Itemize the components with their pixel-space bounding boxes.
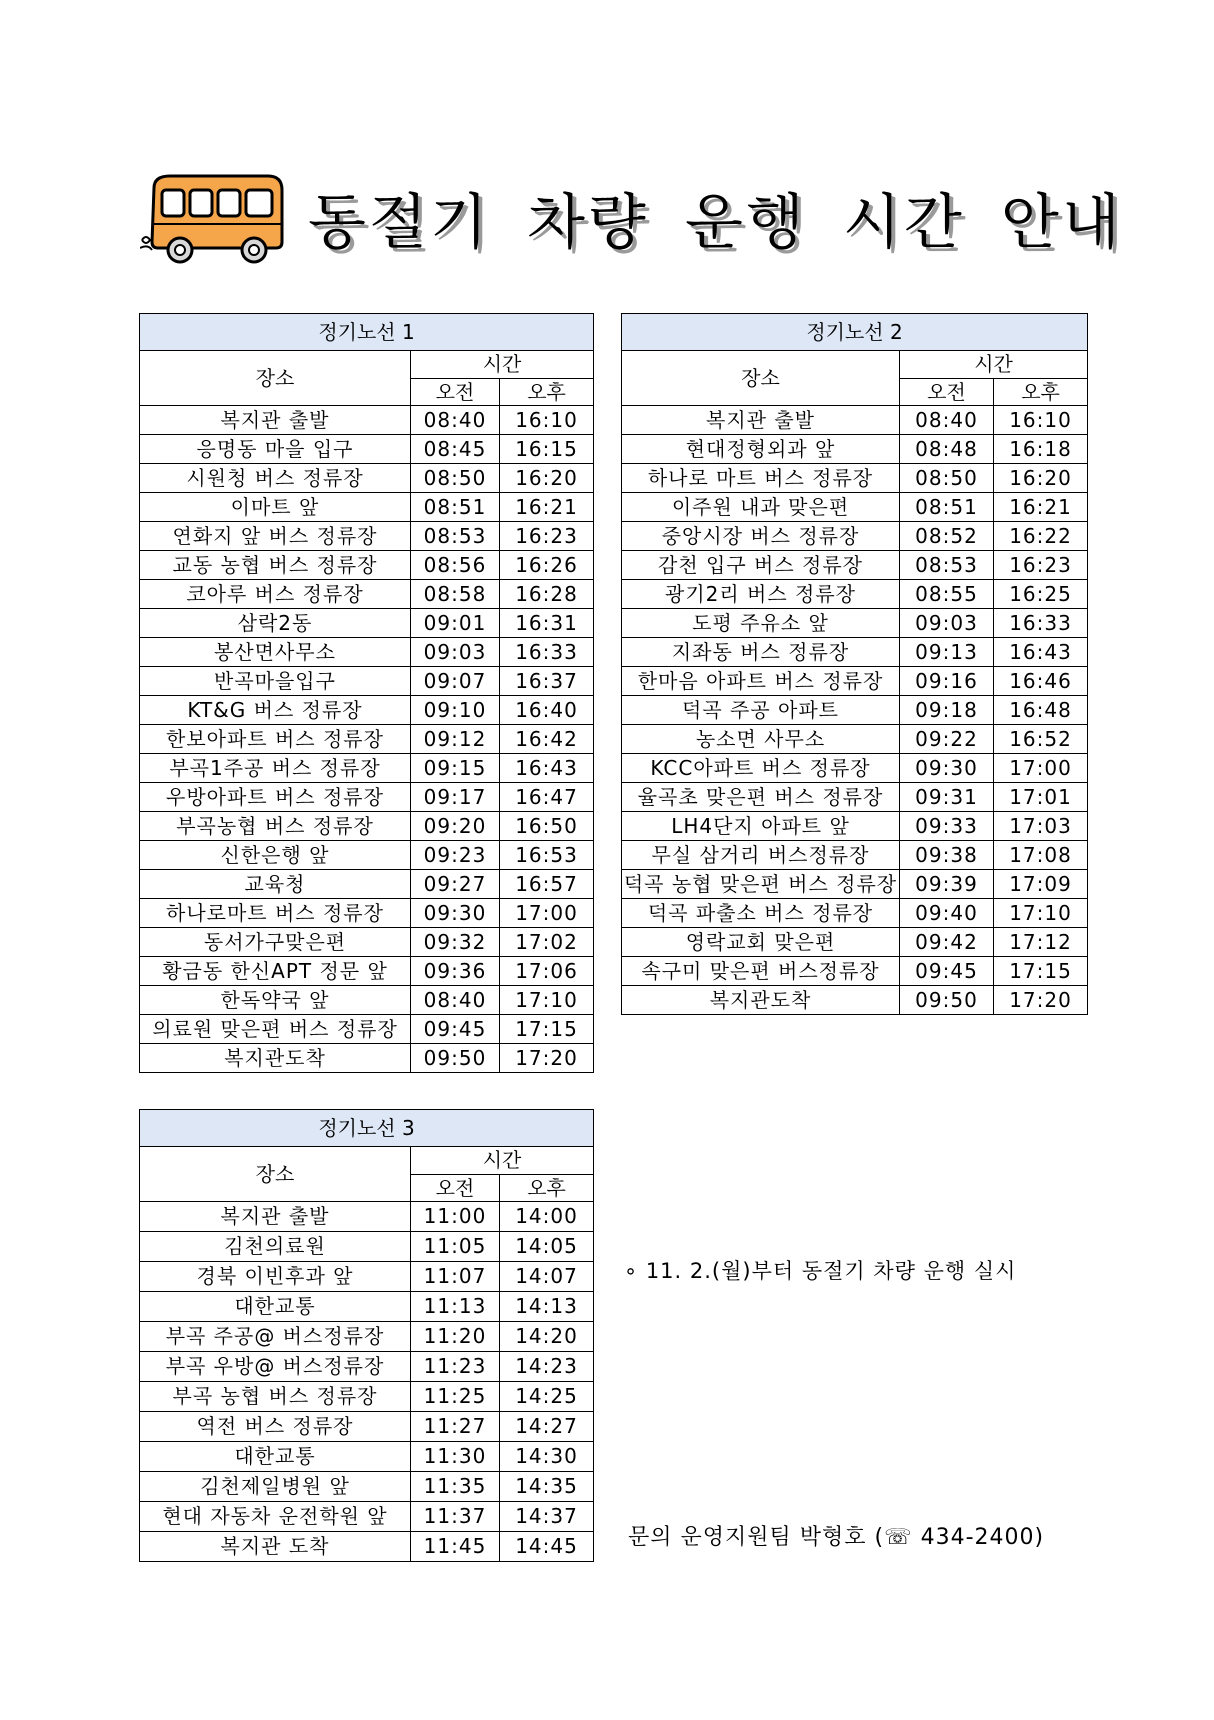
stop-name: 역전 버스 정류장	[140, 1412, 411, 1442]
stop-name: 덕곡 농협 맞은편 버스 정류장	[622, 870, 900, 899]
am-time: 09:30	[411, 899, 500, 928]
table-row	[140, 1292, 594, 1322]
pm-time: 16:15	[500, 435, 594, 464]
pm-time: 16:52	[994, 725, 1088, 754]
am-time: 09:13	[900, 638, 994, 667]
pm-time: 14:45	[500, 1532, 594, 1562]
table-row	[140, 1412, 594, 1442]
stop-name: 현대정형외과 앞	[622, 435, 900, 464]
place-header: 장소	[622, 351, 900, 406]
pm-time: 16:43	[500, 754, 594, 783]
am-time: 09:07	[411, 667, 500, 696]
table-row	[140, 1232, 594, 1262]
am-time: 09:33	[900, 812, 994, 841]
table-row	[140, 1202, 594, 1232]
table-row	[622, 580, 1088, 609]
stop-name: 신한은행 앞	[140, 841, 411, 870]
table-row	[140, 696, 594, 725]
table-row	[140, 986, 594, 1015]
pm-time: 14:30	[500, 1442, 594, 1472]
table-row	[140, 783, 594, 812]
stop-name: 김천제일병원 앞	[140, 1472, 411, 1502]
stop-name: 복지관 출발	[140, 406, 411, 435]
pm-time: 17:10	[994, 899, 1088, 928]
table-row	[622, 406, 1088, 435]
am-time: 09:50	[900, 986, 994, 1015]
table-row	[140, 580, 594, 609]
pm-time: 14:20	[500, 1322, 594, 1352]
table-row	[622, 522, 1088, 551]
am-time: 08:55	[900, 580, 994, 609]
place-header: 장소	[140, 1147, 411, 1202]
pm-time: 16:40	[500, 696, 594, 725]
table-row	[140, 870, 594, 899]
table-row	[622, 609, 1088, 638]
pm-time: 16:26	[500, 551, 594, 580]
table-row	[140, 725, 594, 754]
stop-name: 도평 주유소 앞	[622, 609, 900, 638]
am-header: 오전	[900, 378, 994, 406]
table-row	[622, 986, 1088, 1015]
stop-name: 의료원 맞은편 버스 정류장	[140, 1015, 411, 1044]
pm-time: 16:46	[994, 667, 1088, 696]
pm-time: 17:03	[994, 812, 1088, 841]
am-time: 08:45	[411, 435, 500, 464]
am-time: 09:42	[900, 928, 994, 957]
pm-time: 16:48	[994, 696, 1088, 725]
stop-name: 영락교회 맞은편	[622, 928, 900, 957]
table-row	[622, 725, 1088, 754]
pm-time: 17:09	[994, 870, 1088, 899]
am-header: 오전	[411, 378, 500, 406]
pm-time: 17:15	[500, 1015, 594, 1044]
table-row	[140, 1382, 594, 1412]
schedule-notice: ∘ 11. 2.(월)부터 동절기 차량 운행 실시	[624, 1259, 1017, 1283]
stop-name: 율곡초 맞은편 버스 정류장	[622, 783, 900, 812]
stop-name: 이주원 내과 맞은편	[622, 493, 900, 522]
pm-header: 오후	[500, 1174, 594, 1202]
am-time: 11:37	[411, 1502, 500, 1532]
stop-name: 복지관 출발	[140, 1202, 411, 1232]
table-row	[622, 870, 1088, 899]
pm-time: 16:18	[994, 435, 1088, 464]
am-time: 09:50	[411, 1044, 500, 1073]
pm-time: 16:10	[500, 406, 594, 435]
stop-name: 하나로마트 버스 정류장	[140, 899, 411, 928]
place-header: 장소	[140, 351, 411, 406]
stop-name: LH4단지 아파트 앞	[622, 812, 900, 841]
am-time: 08:51	[900, 493, 994, 522]
route-title: 정기노선 2	[622, 314, 1088, 351]
pm-time: 16:33	[994, 609, 1088, 638]
table-row	[622, 551, 1088, 580]
table-row	[622, 754, 1088, 783]
stop-name: 교동 농협 버스 정류장	[140, 551, 411, 580]
table-row	[622, 957, 1088, 986]
am-time: 09:30	[900, 754, 994, 783]
am-time: 08:50	[900, 464, 994, 493]
stop-name: 덕곡 주공 아파트	[622, 696, 900, 725]
route-2-table	[621, 313, 1088, 1015]
am-time: 09:27	[411, 870, 500, 899]
pm-time: 16:42	[500, 725, 594, 754]
page-title: 동절기 차량 운행 시간 안내	[308, 188, 1123, 258]
route-title: 정기노선 3	[140, 1110, 594, 1147]
pm-time: 14:37	[500, 1502, 594, 1532]
am-time: 09:15	[411, 754, 500, 783]
time-header: 시간	[411, 1147, 594, 1175]
table-row	[140, 464, 594, 493]
pm-time: 16:33	[500, 638, 594, 667]
table-row	[140, 1532, 594, 1562]
am-time: 09:38	[900, 841, 994, 870]
stop-name: 속구미 맞은편 버스정류장	[622, 957, 900, 986]
table-row	[140, 1015, 594, 1044]
table-row	[140, 1442, 594, 1472]
stop-name: 황금동 한신APT 정문 앞	[140, 957, 411, 986]
am-time: 09:39	[900, 870, 994, 899]
am-time: 11:25	[411, 1382, 500, 1412]
pm-time: 16:28	[500, 580, 594, 609]
pm-time: 17:01	[994, 783, 1088, 812]
stop-name: 삼락2동	[140, 609, 411, 638]
stop-name: 덕곡 파출소 버스 정류장	[622, 899, 900, 928]
title-area	[140, 168, 1123, 268]
stop-name: 동서가구맞은편	[140, 928, 411, 957]
table-row	[140, 1502, 594, 1532]
pm-time: 14:13	[500, 1292, 594, 1322]
stop-name: 연화지 앞 버스 정류장	[140, 522, 411, 551]
stop-name: 감천 입구 버스 정류장	[622, 551, 900, 580]
pm-time: 17:20	[994, 986, 1088, 1015]
stop-name: 봉산면사무소	[140, 638, 411, 667]
stop-name: 응명동 마을 입구	[140, 435, 411, 464]
pm-time: 16:53	[500, 841, 594, 870]
table-row	[140, 754, 594, 783]
stop-name: 김천의료원	[140, 1232, 411, 1262]
am-time: 11:05	[411, 1232, 500, 1262]
table-row	[140, 812, 594, 841]
am-time: 09:03	[411, 638, 500, 667]
stop-name: 대한교통	[140, 1292, 411, 1322]
table-row	[622, 667, 1088, 696]
table-row	[140, 899, 594, 928]
stop-name: 한보아파트 버스 정류장	[140, 725, 411, 754]
am-time: 11:30	[411, 1442, 500, 1472]
stop-name: 복지관도착	[622, 986, 900, 1015]
pm-time: 14:00	[500, 1202, 594, 1232]
stop-name: 부곡1주공 버스 정류장	[140, 754, 411, 783]
pm-time: 16:25	[994, 580, 1088, 609]
route-title: 정기노선 1	[140, 314, 594, 351]
am-time: 11:13	[411, 1292, 500, 1322]
stop-name: 시원청 버스 정류장	[140, 464, 411, 493]
am-time: 08:58	[411, 580, 500, 609]
am-time: 11:00	[411, 1202, 500, 1232]
stop-name: 한독약국 앞	[140, 986, 411, 1015]
am-time: 11:35	[411, 1472, 500, 1502]
table-row	[622, 928, 1088, 957]
stop-name: 교육청	[140, 870, 411, 899]
table-row	[622, 435, 1088, 464]
route-1-table	[139, 313, 594, 1073]
am-time: 08:40	[411, 406, 500, 435]
table-row	[140, 638, 594, 667]
stop-name: 부곡 우방@ 버스정류장	[140, 1352, 411, 1382]
pm-time: 17:12	[994, 928, 1088, 957]
table-row	[140, 841, 594, 870]
am-time: 08:48	[900, 435, 994, 464]
stop-name: 코아루 버스 정류장	[140, 580, 411, 609]
am-time: 09:20	[411, 812, 500, 841]
am-time: 08:53	[900, 551, 994, 580]
pm-time: 17:02	[500, 928, 594, 957]
table-row	[622, 783, 1088, 812]
table-row	[140, 551, 594, 580]
am-time: 08:50	[411, 464, 500, 493]
am-time: 09:03	[900, 609, 994, 638]
time-header: 시간	[411, 351, 594, 379]
pm-time: 16:21	[994, 493, 1088, 522]
table-row	[622, 812, 1088, 841]
stop-name: 농소면 사무소	[622, 725, 900, 754]
stop-name: 부곡농협 버스 정류장	[140, 812, 411, 841]
pm-time: 16:37	[500, 667, 594, 696]
table-row	[140, 1322, 594, 1352]
am-time: 09:10	[411, 696, 500, 725]
stop-name: 반곡마을입구	[140, 667, 411, 696]
table-row	[140, 406, 594, 435]
stop-name: 무실 삼거리 버스정류장	[622, 841, 900, 870]
stop-name: 현대 자동차 운전학원 앞	[140, 1502, 411, 1532]
am-time: 09:31	[900, 783, 994, 812]
am-time: 09:12	[411, 725, 500, 754]
pm-time: 17:10	[500, 986, 594, 1015]
am-time: 11:20	[411, 1322, 500, 1352]
table-row	[622, 493, 1088, 522]
stop-name: 지좌동 버스 정류장	[622, 638, 900, 667]
pm-time: 16:23	[500, 522, 594, 551]
time-header: 시간	[900, 351, 1088, 379]
pm-time: 16:10	[994, 406, 1088, 435]
stop-name: 복지관 도착	[140, 1532, 411, 1562]
am-time: 09:01	[411, 609, 500, 638]
pm-time: 17:08	[994, 841, 1088, 870]
am-time: 09:22	[900, 725, 994, 754]
stop-name: KCC아파트 버스 정류장	[622, 754, 900, 783]
table-row	[622, 899, 1088, 928]
stop-name: 부곡 주공@ 버스정류장	[140, 1322, 411, 1352]
am-time: 08:52	[900, 522, 994, 551]
table-row	[140, 1044, 594, 1073]
am-time: 09:45	[411, 1015, 500, 1044]
stop-name: 하나로 마트 버스 정류장	[622, 464, 900, 493]
table-row	[140, 928, 594, 957]
pm-time: 16:20	[500, 464, 594, 493]
table-row	[622, 841, 1088, 870]
pm-time: 16:23	[994, 551, 1088, 580]
am-header: 오전	[411, 1174, 500, 1202]
pm-time: 16:43	[994, 638, 1088, 667]
am-time: 08:56	[411, 551, 500, 580]
am-time: 09:16	[900, 667, 994, 696]
table-row	[622, 638, 1088, 667]
stop-name: 대한교통	[140, 1442, 411, 1472]
am-time: 11:45	[411, 1532, 500, 1562]
am-time: 08:51	[411, 493, 500, 522]
am-time: 09:18	[900, 696, 994, 725]
pm-header: 오후	[994, 378, 1088, 406]
pm-time: 17:15	[994, 957, 1088, 986]
table-row	[140, 493, 594, 522]
pm-time: 17:20	[500, 1044, 594, 1073]
pm-time: 17:00	[994, 754, 1088, 783]
table-row	[140, 1352, 594, 1382]
stop-name: 중앙시장 버스 정류장	[622, 522, 900, 551]
table-row	[140, 435, 594, 464]
pm-time: 14:05	[500, 1232, 594, 1262]
am-time: 09:23	[411, 841, 500, 870]
am-time: 08:40	[900, 406, 994, 435]
table-row	[622, 696, 1088, 725]
am-time: 08:53	[411, 522, 500, 551]
table-row	[140, 522, 594, 551]
table-row	[140, 667, 594, 696]
am-time: 09:36	[411, 957, 500, 986]
bus-icon	[140, 168, 290, 268]
pm-time: 16:50	[500, 812, 594, 841]
stop-name: 우방아파트 버스 정류장	[140, 783, 411, 812]
pm-time: 14:35	[500, 1472, 594, 1502]
pm-time: 16:20	[994, 464, 1088, 493]
am-time: 11:27	[411, 1412, 500, 1442]
stop-name: 경북 이빈후과 앞	[140, 1262, 411, 1292]
pm-time: 17:06	[500, 957, 594, 986]
stop-name: 한마음 아파트 버스 정류장	[622, 667, 900, 696]
pm-time: 16:22	[994, 522, 1088, 551]
pm-header: 오후	[500, 378, 594, 406]
am-time: 09:40	[900, 899, 994, 928]
contact-info: 문의 운영지원팀 박형호 (☏ 434-2400)	[628, 1525, 1045, 1550]
pm-time: 17:00	[500, 899, 594, 928]
pm-time: 16:31	[500, 609, 594, 638]
pm-time: 14:23	[500, 1352, 594, 1382]
pm-time: 14:27	[500, 1412, 594, 1442]
am-time: 08:40	[411, 986, 500, 1015]
table-row	[140, 1262, 594, 1292]
am-time: 09:17	[411, 783, 500, 812]
route-3-table	[139, 1109, 594, 1562]
am-time: 09:45	[900, 957, 994, 986]
table-row	[622, 464, 1088, 493]
pm-time: 16:57	[500, 870, 594, 899]
table-row	[140, 609, 594, 638]
pm-time: 14:25	[500, 1382, 594, 1412]
stop-name: 광기2리 버스 정류장	[622, 580, 900, 609]
table-row	[140, 1472, 594, 1502]
table-row	[140, 957, 594, 986]
stop-name: 이마트 앞	[140, 493, 411, 522]
stop-name: 복지관도착	[140, 1044, 411, 1073]
stop-name: 부곡 농협 버스 정류장	[140, 1382, 411, 1412]
pm-time: 16:47	[500, 783, 594, 812]
pm-time: 16:21	[500, 493, 594, 522]
am-time: 09:32	[411, 928, 500, 957]
am-time: 11:07	[411, 1262, 500, 1292]
pm-time: 14:07	[500, 1262, 594, 1292]
am-time: 11:23	[411, 1352, 500, 1382]
stop-name: 복지관 출발	[622, 406, 900, 435]
stop-name: KT&G 버스 정류장	[140, 696, 411, 725]
